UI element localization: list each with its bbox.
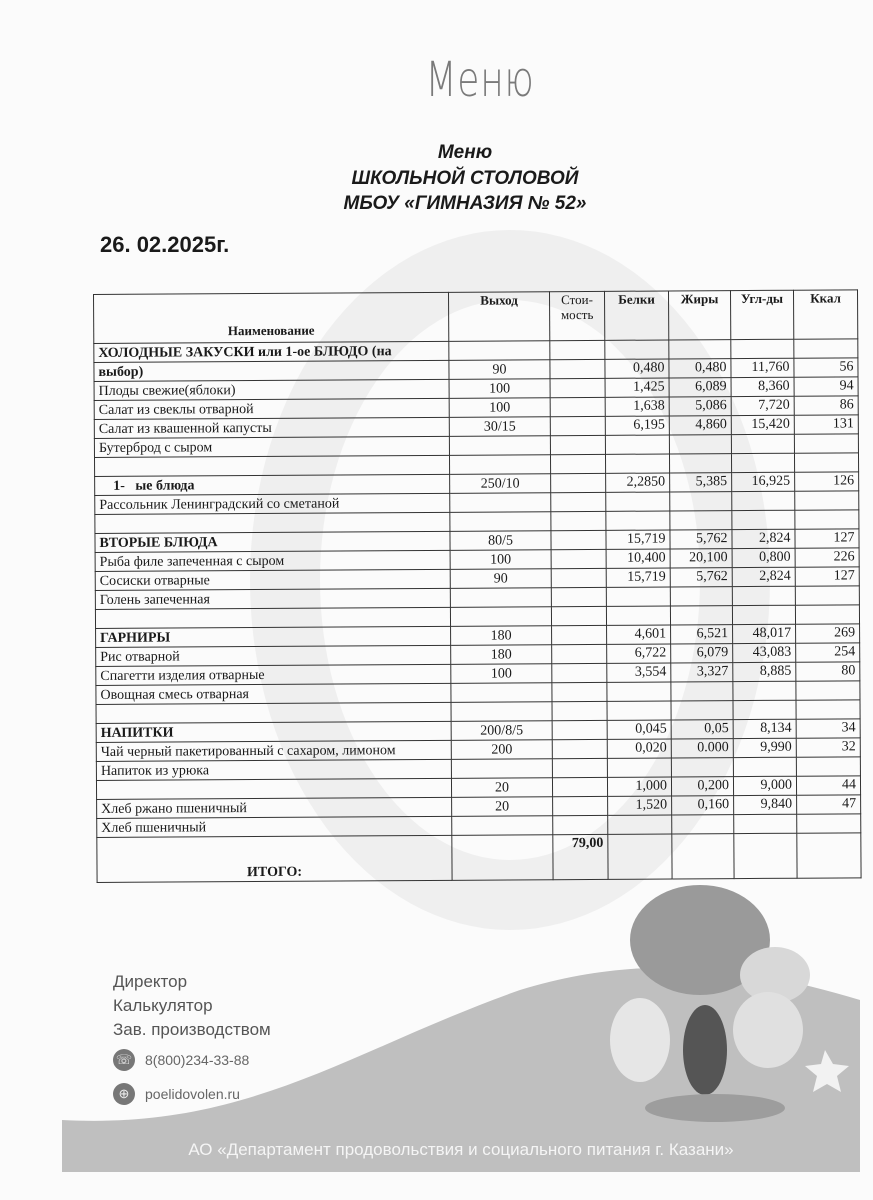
row-protein (606, 511, 670, 530)
row-protein (607, 701, 671, 720)
header-kcal: Ккал (793, 290, 857, 339)
row-kcal: 126 (795, 472, 859, 491)
row-kcal (795, 586, 859, 605)
row-output (449, 341, 550, 361)
row-output: 200/8/5 (451, 721, 552, 741)
row-carbs (732, 510, 795, 529)
row-kcal (796, 681, 860, 700)
phone-number: 8(800)234-33-88 (145, 1052, 250, 1068)
row-name: ВТОРЫЕ БЛЮДА (95, 531, 450, 552)
row-fat: 20,100 (670, 549, 732, 568)
heading-line2: ШКОЛЬНОЙ СТОЛОВОЙ (351, 168, 579, 189)
row-protein: 15,719 (606, 568, 670, 587)
row-carbs (731, 453, 794, 472)
total-empty-cell (608, 834, 672, 879)
row-protein: 1,425 (605, 378, 669, 397)
row-carbs: 11,760 (731, 358, 794, 377)
row-carbs: 9,840 (734, 795, 797, 814)
row-fat: 6,079 (671, 644, 733, 663)
organization-name: АО «Департамент продовольствия и социального питания г. Казани» (188, 1140, 734, 1159)
row-fat: 0,160 (672, 796, 734, 815)
row-kcal (794, 453, 858, 472)
row-fat: 5,762 (670, 530, 732, 549)
row-cost (553, 796, 608, 815)
globe-icon: ⊕ (113, 1083, 135, 1105)
row-fat: 5,762 (670, 568, 732, 587)
row-fat (671, 682, 733, 701)
row-output (450, 607, 551, 627)
signature-director: Директор (113, 972, 188, 991)
row-kcal: 34 (796, 719, 860, 738)
total-cost: 79,00 (553, 834, 608, 879)
row-cost (551, 549, 606, 568)
row-cost (550, 340, 605, 359)
row-carbs (732, 605, 795, 624)
row-output: 20 (452, 797, 553, 817)
row-name: Салат из свеклы отварной (94, 398, 449, 419)
row-name: Сосиски отварные (95, 569, 450, 590)
row-carbs: 16,925 (732, 472, 795, 491)
row-kcal: 127 (795, 567, 859, 586)
row-cost (553, 815, 608, 834)
signature-calculator: Калькулятор (113, 996, 213, 1015)
row-name: Чай черный пакетированный с сахаром, лимоном (96, 740, 451, 761)
row-carbs: 15,420 (731, 415, 794, 434)
row-protein (608, 815, 672, 834)
row-output (452, 816, 553, 836)
header-name: Наименование (94, 292, 449, 343)
row-cost (552, 777, 607, 796)
row-fat (671, 758, 733, 777)
row-output: 90 (449, 360, 550, 380)
row-cost (551, 606, 606, 625)
row-cost (552, 682, 607, 701)
row-cost (551, 587, 606, 606)
row-cost (550, 454, 605, 473)
row-protein (607, 682, 671, 701)
menu-table (93, 289, 862, 883)
row-cost (552, 739, 607, 758)
row-kcal (795, 510, 859, 529)
row-kcal: 56 (794, 358, 858, 377)
row-name: Рис отварной (96, 645, 451, 666)
row-carbs (734, 814, 797, 833)
row-kcal: 86 (794, 396, 858, 415)
row-output (450, 512, 551, 532)
row-kcal: 47 (797, 795, 861, 814)
row-output: 180 (451, 645, 552, 665)
row-output (451, 759, 552, 779)
row-name: Хлеб пшеничный (97, 816, 452, 837)
row-fat (670, 587, 732, 606)
row-kcal: 226 (795, 548, 859, 567)
row-fat (669, 340, 731, 359)
row-carbs: 2,824 (732, 567, 795, 586)
row-carbs: 43,083 (733, 643, 796, 662)
row-name: ГАРНИРЫ (96, 626, 451, 647)
row-output: 250/10 (450, 474, 551, 494)
row-carbs: 7,720 (731, 396, 794, 415)
row-name: Спагетти изделия отварные (96, 664, 451, 685)
row-output (449, 436, 550, 456)
row-name: ХОЛОДНЫЕ ЗАКУСКИ или 1-ое БЛЮДО (на (94, 341, 449, 362)
header-protein: Белки (604, 291, 668, 340)
row-protein: 0,045 (607, 720, 671, 739)
row-fat: 5,086 (669, 397, 731, 416)
row-name (94, 455, 449, 476)
row-protein: 10,400 (606, 549, 670, 568)
row-name: Хлеб ржано пшеничный (97, 797, 452, 818)
heading-line1: Меню (437, 142, 493, 163)
row-fat (670, 606, 732, 625)
row-carbs (731, 434, 794, 453)
row-name: Рассольник Ленинградский со сметаной (95, 493, 450, 514)
row-output: 20 (451, 778, 552, 798)
handwritten-menu-title: Меню (425, 52, 535, 108)
row-kcal: 94 (794, 377, 858, 396)
signature-production-head: Зав. производством (113, 1020, 271, 1039)
row-name: НАПИТКИ (96, 721, 451, 742)
row-carbs: 9,990 (733, 738, 796, 757)
row-cost (550, 435, 605, 454)
heading-line3: МБОУ «ГИМНАЗИЯ № 52» (343, 193, 587, 214)
row-cost (551, 473, 606, 492)
row-kcal: 254 (796, 643, 860, 662)
row-cost (551, 568, 606, 587)
row-protein (606, 587, 670, 606)
total-empty-cell (734, 833, 797, 878)
row-protein: 1,638 (605, 397, 669, 416)
row-protein: 6,195 (605, 416, 669, 435)
row-protein: 2,2850 (606, 473, 670, 492)
row-fat: 0.000 (671, 739, 733, 758)
row-protein (607, 758, 671, 777)
row-name: Салат из квашенной капусты (94, 417, 449, 438)
row-cost (550, 397, 605, 416)
row-kcal: 269 (796, 624, 860, 643)
row-protein: 0,480 (605, 359, 669, 378)
header-carbs: Угл-ды (730, 290, 793, 339)
row-kcal: 44 (796, 776, 860, 795)
row-fat (672, 815, 734, 834)
egg-character (610, 998, 670, 1082)
row-name (96, 778, 451, 799)
row-kcal: 131 (794, 415, 858, 434)
row-carbs (732, 586, 795, 605)
row-kcal (794, 339, 858, 358)
row-carbs: 8,885 (733, 662, 796, 681)
row-protein (605, 454, 669, 473)
row-cost (552, 720, 607, 739)
row-fat: 0,05 (671, 720, 733, 739)
row-kcal: 80 (796, 662, 860, 681)
row-cost (552, 758, 607, 777)
row-kcal (796, 757, 860, 776)
row-fat: 0,200 (671, 777, 733, 796)
row-fat: 6,089 (669, 378, 731, 397)
row-cost (551, 530, 606, 549)
header-output: Выход (448, 292, 549, 342)
row-cost (550, 378, 605, 397)
row-carbs (733, 700, 796, 719)
row-kcal (794, 434, 858, 453)
potato-character (733, 992, 803, 1068)
row-output: 180 (451, 626, 552, 646)
row-cost (552, 701, 607, 720)
row-kcal: 127 (795, 529, 859, 548)
row-name: Бутерброд с сыром (94, 436, 449, 457)
header-cost: Стои-мость (549, 291, 604, 340)
ground-shadow (645, 1094, 785, 1122)
row-output (451, 702, 552, 722)
row-fat (670, 511, 732, 530)
row-protein (606, 492, 670, 511)
row-kcal (796, 700, 860, 719)
row-output: 100 (449, 398, 550, 418)
row-fat: 6,521 (671, 625, 733, 644)
row-protein (605, 435, 669, 454)
row-carbs: 0,800 (732, 548, 795, 567)
row-fat: 0,480 (669, 359, 731, 378)
row-carbs (733, 757, 796, 776)
total-row (97, 833, 861, 883)
row-name: Голень запеченная (95, 588, 450, 609)
row-protein: 0,020 (607, 739, 671, 758)
row-fat (669, 435, 731, 454)
row-carbs (732, 491, 795, 510)
row-output: 90 (450, 569, 551, 589)
row-name (95, 512, 450, 533)
eggplant-character (683, 1005, 727, 1095)
row-fat: 4,860 (669, 416, 731, 435)
row-cost (550, 416, 605, 435)
row-output: 100 (450, 550, 551, 570)
row-name: Напиток из урюка (96, 759, 451, 780)
row-cost (551, 511, 606, 530)
row-name: Овощная смесь отварная (96, 683, 451, 704)
row-output (450, 493, 551, 513)
total-empty-cell (672, 834, 734, 879)
row-fat: 3,327 (671, 663, 733, 682)
row-output: 30/15 (449, 417, 550, 437)
row-name (95, 607, 450, 628)
footer-illustration (0, 880, 873, 1180)
row-cost (552, 644, 607, 663)
row-protein: 3,554 (607, 663, 671, 682)
row-output: 100 (451, 664, 552, 684)
row-output (450, 588, 551, 608)
row-protein (606, 606, 670, 625)
total-empty-cell (797, 833, 861, 878)
row-name: выбор) (94, 360, 449, 381)
row-cost (550, 359, 605, 378)
row-kcal: 32 (796, 738, 860, 757)
row-carbs (733, 681, 796, 700)
row-output: 200 (451, 740, 552, 760)
total-empty-cell (452, 835, 553, 881)
row-carbs: 8,360 (731, 377, 794, 396)
row-kcal (795, 605, 859, 624)
website: poelidovolen.ru (145, 1086, 240, 1102)
row-output: 100 (449, 379, 550, 399)
row-protein: 4,601 (607, 625, 671, 644)
row-output (451, 683, 552, 703)
row-fat (671, 701, 733, 720)
menu-date: 26. 02.2025г. (100, 232, 230, 257)
row-carbs (731, 339, 794, 358)
row-protein: 1,520 (608, 796, 672, 815)
row-cost (552, 663, 607, 682)
row-kcal (795, 491, 859, 510)
row-protein: 1,000 (607, 777, 671, 796)
row-cost (551, 492, 606, 511)
row-fat: 5,385 (670, 473, 732, 492)
total-label: ИТОГО: (97, 835, 452, 882)
row-carbs: 2,824 (732, 529, 795, 548)
row-cost (552, 625, 607, 644)
row-protein: 6,722 (607, 644, 671, 663)
row-carbs: 8,134 (733, 719, 796, 738)
row-name: 1- ые блюда (95, 474, 450, 495)
row-output: 80/5 (450, 531, 551, 551)
row-carbs: 9,000 (733, 776, 796, 795)
phone-icon: ☏ (113, 1049, 135, 1071)
row-kcal (797, 814, 861, 833)
table-header-row (94, 290, 858, 344)
row-protein: 15,719 (606, 530, 670, 549)
row-fat (670, 492, 732, 511)
row-output (449, 455, 550, 475)
row-name (96, 702, 451, 723)
row-name: Рыба филе запеченная с сыром (95, 550, 450, 571)
row-carbs: 48,017 (733, 624, 796, 643)
header-fat: Жиры (668, 291, 730, 340)
row-name: Плоды свежие(яблоки) (94, 379, 449, 400)
row-protein (605, 340, 669, 359)
row-fat (669, 454, 731, 473)
